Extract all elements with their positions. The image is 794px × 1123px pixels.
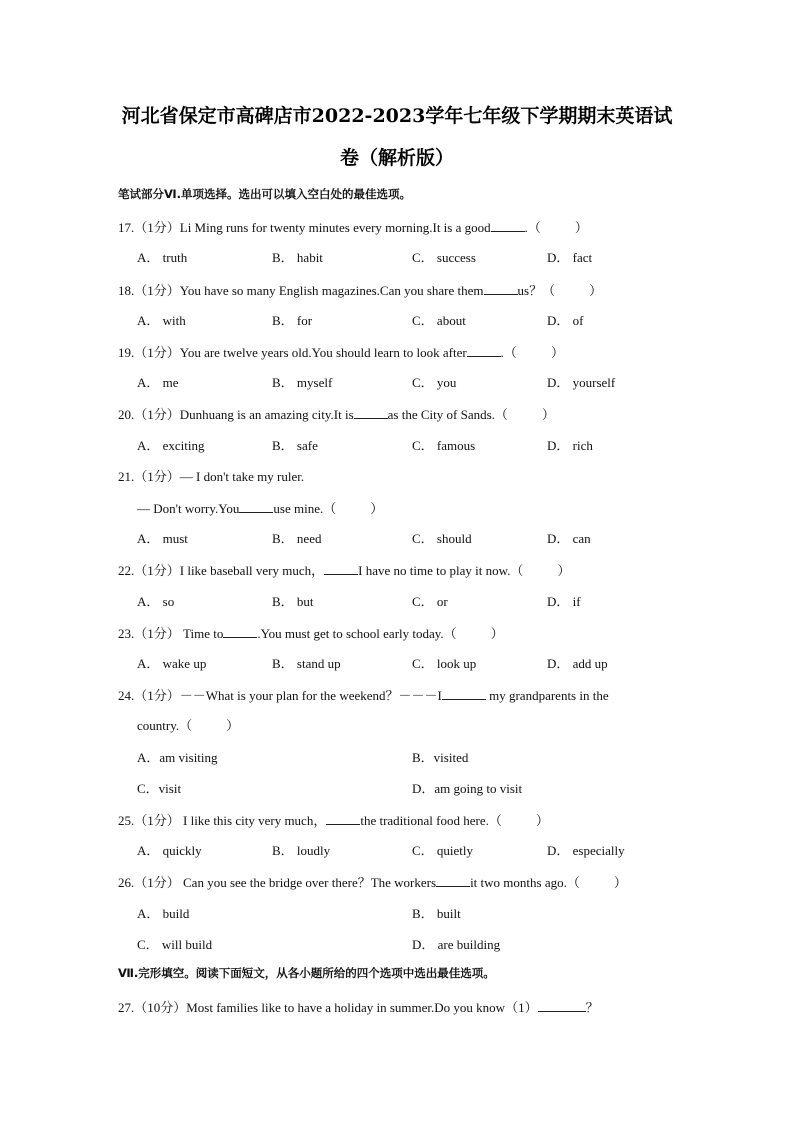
question-20 — [118, 407, 555, 421]
question-text-tail: .（ — [524, 220, 541, 235]
question-17 — [118, 220, 588, 234]
question-22 — [118, 563, 570, 577]
question-27 — [118, 1000, 599, 1014]
answer-blank — [442, 688, 486, 700]
option-b[interactable]: B． loudly — [272, 843, 331, 858]
question-24-line-2 — [137, 719, 239, 732]
option-a[interactable]: A． must — [137, 531, 188, 546]
question-text: — Don't worry.You — [137, 501, 240, 516]
paren-close: ） — [557, 563, 571, 578]
answer-blank — [538, 1000, 586, 1012]
question-text: 22.（1分）I like baseball very much， — [118, 563, 325, 578]
question-text-tail: it two months ago.（ — [470, 875, 580, 890]
paren-close: ） — [541, 407, 555, 422]
question-26 — [118, 875, 627, 889]
option-b[interactable]: B． for — [272, 313, 313, 328]
option-d[interactable]: D． can — [547, 531, 591, 546]
paren-close: ） — [490, 626, 504, 641]
question-text: 17.（1分）Li Ming runs for twenty minutes every morning.It is a good — [118, 220, 491, 235]
option-c[interactable]: C． look up — [412, 656, 477, 671]
option-b[interactable]: B． need — [272, 531, 322, 546]
option-b[interactable]: B． built — [412, 906, 461, 921]
question-text-tail: my grandparents in the — [485, 688, 609, 703]
option-a[interactable]: A．am visiting — [137, 750, 218, 765]
option-b[interactable]: B． stand up — [272, 656, 341, 671]
option-d[interactable]: D． yourself — [547, 375, 616, 390]
option-d[interactable]: D． especially — [547, 843, 625, 858]
question-text: 23.（1分） Time to — [118, 626, 224, 641]
question-text: 18.（1分）You have so many English magazines.Can you share them — [118, 283, 484, 298]
option-c[interactable]: C． you — [412, 375, 457, 390]
section-heading-cloze: Ⅶ.完形填空。阅读下面短文，从各小题所给的四个选项中选出最佳选项。 — [118, 966, 495, 980]
question-text: country.（ — [137, 718, 193, 733]
answer-blank — [354, 407, 388, 419]
answer-blank — [223, 626, 257, 638]
question-21 — [118, 470, 304, 483]
option-d[interactable]: D． add up — [547, 656, 608, 671]
question-text-tail: .（ — [500, 345, 517, 360]
paren-close: ） — [226, 718, 240, 733]
answer-blank — [326, 813, 360, 825]
option-d[interactable]: D．am going to visit — [412, 781, 523, 796]
question-text-tail: as the City of Sands.（ — [387, 407, 508, 422]
paren-close: ） — [613, 875, 627, 890]
question-text: 24.（1分）－－What is your plan for the weekend？－－－I — [118, 688, 442, 703]
paren-close: ） — [370, 501, 384, 516]
question-text-tail: use mine.（ — [273, 501, 337, 516]
option-b[interactable]: B． habit — [272, 250, 323, 265]
question-23 — [118, 626, 504, 640]
question-21-line-2 — [137, 501, 383, 515]
question-19 — [118, 345, 564, 359]
option-a[interactable]: A． me — [137, 375, 179, 390]
option-b[interactable]: B． myself — [272, 375, 333, 390]
option-c[interactable]: C． will build — [137, 937, 213, 952]
option-a[interactable]: A． so — [137, 594, 175, 609]
option-b[interactable]: B． safe — [272, 438, 318, 453]
option-a[interactable]: A． with — [137, 313, 186, 328]
option-a[interactable]: A． truth — [137, 250, 188, 265]
option-b[interactable]: B．visited — [412, 750, 469, 765]
option-a[interactable]: A． build — [137, 906, 190, 921]
option-c[interactable]: C． quietly — [412, 843, 474, 858]
option-d[interactable]: D． are building — [412, 937, 501, 952]
question-text: 19.（1分）You are twelve years old.You should learn to look after — [118, 345, 467, 360]
answer-blank — [324, 563, 358, 575]
document-title-line-1: 河北省保定市高碑店市2022-2023学年七年级下学期期末英语试 — [121, 105, 673, 127]
question-text: 27.（10分）Most families like to have a holiday in summer.Do you know（1） — [118, 1000, 538, 1015]
answer-blank — [467, 345, 501, 357]
question-25 — [118, 813, 549, 827]
paren-close: ） — [589, 283, 603, 298]
question-text: 20.（1分）Dunhuang is an amazing city.It is — [118, 407, 354, 422]
option-b[interactable]: B． but — [272, 594, 314, 609]
question-text: 26.（1分） Can you see the bridge over there？The workers — [118, 875, 437, 890]
option-c[interactable]: C．visit — [137, 781, 182, 796]
answer-blank — [436, 875, 470, 887]
paren-close: ） — [550, 345, 564, 360]
option-c[interactable]: C． or — [412, 594, 448, 609]
question-text-tail: ？ — [585, 1000, 599, 1015]
option-c[interactable]: C． should — [412, 531, 472, 546]
answer-blank — [484, 283, 518, 295]
option-c[interactable]: C． success — [412, 250, 476, 265]
option-d[interactable]: D． of — [547, 313, 584, 328]
answer-blank — [239, 501, 273, 513]
option-c[interactable]: C． famous — [412, 438, 476, 453]
option-d[interactable]: D． rich — [547, 438, 593, 453]
option-d[interactable]: D． if — [547, 594, 581, 609]
option-c[interactable]: C． about — [412, 313, 466, 328]
option-a[interactable]: A． quickly — [137, 843, 202, 858]
paren-close: ） — [535, 813, 549, 828]
question-text-tail: the traditional food here.（ — [360, 813, 502, 828]
option-a[interactable]: A． wake up — [137, 656, 207, 671]
question-text: 25.（1分） I like this city very much， — [118, 813, 327, 828]
question-24 — [118, 688, 609, 702]
option-d[interactable]: D． fact — [547, 250, 593, 265]
question-text-tail: I have no time to play it now.（ — [358, 563, 524, 578]
question-text: 21.（1分）— I don't take my ruler. — [118, 469, 305, 484]
section-heading-single-choice: 笔试部分Ⅵ.单项选择。选出可以填入空白处的最佳选项。 — [118, 187, 412, 201]
question-text-tail: us？（ — [517, 283, 556, 298]
option-a[interactable]: A． exciting — [137, 438, 205, 453]
question-text-tail: .You must get to school early today.（ — [257, 626, 457, 641]
document-title-line-2: 卷（解析版） — [339, 147, 454, 169]
answer-blank — [491, 220, 525, 232]
paren-close: ） — [574, 220, 588, 235]
question-18 — [118, 283, 602, 297]
